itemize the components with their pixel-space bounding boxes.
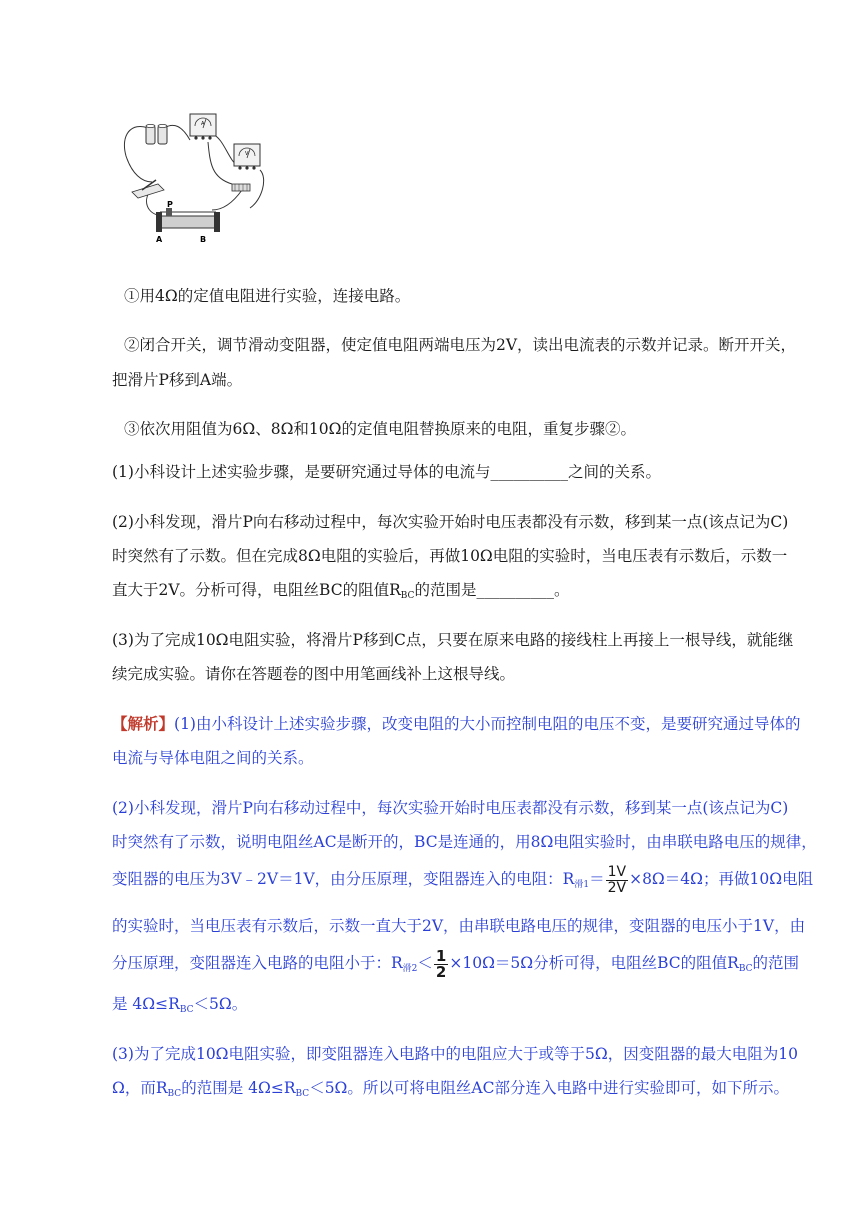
equals-sign: ＝ — [589, 870, 605, 888]
analysis-tag: 【解析】 — [112, 714, 175, 733]
step-2-line-1: ②闭合开关，调节滑动变阻器，使定值电阻两端电压为2V，读出电流表的示数并记录。断开开关， — [124, 336, 797, 354]
subscript-bc: BC — [167, 1089, 182, 1099]
analysis-2-line-4: 的实验时，当电压表有示数后，示数一直大于2V，由串联电路电压的规律，变阻器的电压小于1V，由 — [112, 917, 806, 935]
analysis-3-text: 的范围是 4Ω≤R — [181, 1079, 296, 1097]
question-2-line-3 — [112, 580, 784, 606]
step-3: ③依次用阻值为6Ω、8Ω和10Ω的定值电阻替换原来的电阻，重复步骤②。 — [124, 420, 637, 438]
subscript-slide-2: 滑2 — [402, 964, 418, 974]
analysis-1-line-2: 电流与导体电阻之间的关系。 — [112, 749, 314, 767]
analysis-2-text: 分压原理，变阻器连入电路的电阻小于：R — [112, 954, 403, 972]
fraction-one-half — [434, 946, 448, 981]
analysis-2-line-2: 时突然有了示数，说明电阻丝AC是断开的，BC是连通的，用8Ω电阻实验时，由串联电路电压的规律， — [112, 833, 817, 851]
battery-icon — [146, 124, 167, 144]
fraction-denominator: 2 — [435, 962, 447, 981]
question-3-line-2: 续完成实验。请你在答题卷的图中用笔画线补上这根导线。 — [112, 665, 516, 683]
question-2-text: 直大于2V。分析可得，电阻丝BC的阻值R — [112, 581, 401, 599]
question-2-line-1: (2)小科发现，滑片P向右移动过程中，每次实验开始时电压表都没有示数，移到某一点(该点记为C) — [112, 513, 789, 531]
rheostat-icon — [156, 200, 220, 244]
analysis-2-line-5 — [112, 946, 800, 986]
voltmeter-label: V — [245, 151, 249, 157]
subscript-bc: BC — [400, 591, 415, 601]
resistor-icon — [232, 184, 250, 191]
analysis-2-line-3 — [112, 862, 814, 902]
terminal-b-label: B — [200, 235, 207, 244]
analysis-2-text: 变阻器的电压为3V﹣2V＝1V，由分压原理，变阻器连入的电阻：R — [112, 870, 575, 888]
slider-p-label: P — [167, 200, 173, 209]
circuit-diagram — [112, 104, 272, 244]
step-2-line-2: 把滑片P移到A端。 — [112, 371, 243, 389]
question-2-blank: 的范围是__________。 — [414, 581, 570, 599]
fraction-numerator: 1 — [435, 946, 447, 965]
ammeter-label: A — [201, 121, 205, 127]
step-1: ①用4Ω的定值电阻进行实验，连接电路。 — [124, 287, 411, 305]
question-1: (1)小科设计上述实验步骤，是要研究通过导体的电流与__________之间的关系。 — [112, 463, 661, 481]
switch-icon — [132, 180, 164, 198]
question-3-line-1: (3)为了完成10Ω电阻实验，将滑片P移到C点，只要在原来电路的接线柱上再接上一根导线，就能继 — [112, 631, 794, 649]
analysis-2-text: ×10Ω＝5Ω分析可得，电阻丝BC的阻值R — [449, 954, 739, 972]
terminal-a-label: A — [156, 235, 163, 244]
analysis-1-line-1 — [112, 714, 801, 734]
analysis-2-text: 是 4Ω≤R — [112, 995, 180, 1013]
subscript-slide-1: 滑1 — [574, 880, 590, 890]
analysis-3-text: Ω，而R — [112, 1079, 168, 1097]
subscript-bc: BC — [179, 1005, 194, 1015]
subscript-bc: BC — [738, 964, 753, 974]
subscript-bc: BC — [295, 1089, 310, 1099]
voltmeter-icon — [234, 144, 260, 170]
analysis-3-text: ＜5Ω。所以可将电阻丝AC部分连入电路中进行实验即可，如下所示。 — [309, 1079, 789, 1097]
analysis-3-line-1: (3)为了完成10Ω电阻实验，即变阻器连入电路中的电阻应大于或等于5Ω，因变阻器的最大电阻为10 — [112, 1045, 798, 1063]
fraction-1v-2v — [606, 865, 628, 896]
analysis-2-text: ×8Ω＝4Ω；再做10Ω电阻 — [629, 870, 814, 888]
less-than-sign: ＜ — [417, 954, 433, 972]
analysis-2-line-6 — [112, 994, 784, 1020]
analysis-2-text: ＜5Ω。 — [193, 995, 248, 1013]
ammeter-icon — [190, 114, 216, 140]
question-2-line-2: 时突然有了示数。但在完成8Ω电阻的实验后，再做10Ω电阻的实验时，当电压表有示数后，示数一 — [112, 547, 788, 565]
analysis-2-text: 的范围 — [752, 954, 800, 972]
analysis-1-text: (1)由小科设计上述实验步骤，改变电阻的大小而控制电阻的电压不变，是要研究通过导体的 — [174, 715, 801, 733]
fraction-denominator: 2V — [607, 879, 627, 896]
analysis-2-line-1: (2)小科发现，滑片P向右移动过程中，每次实验开始时电压表都没有示数，移到某一点(该点记为C) — [112, 799, 789, 817]
fraction-numerator: 1V — [607, 863, 627, 880]
analysis-3-line-2 — [112, 1078, 789, 1104]
